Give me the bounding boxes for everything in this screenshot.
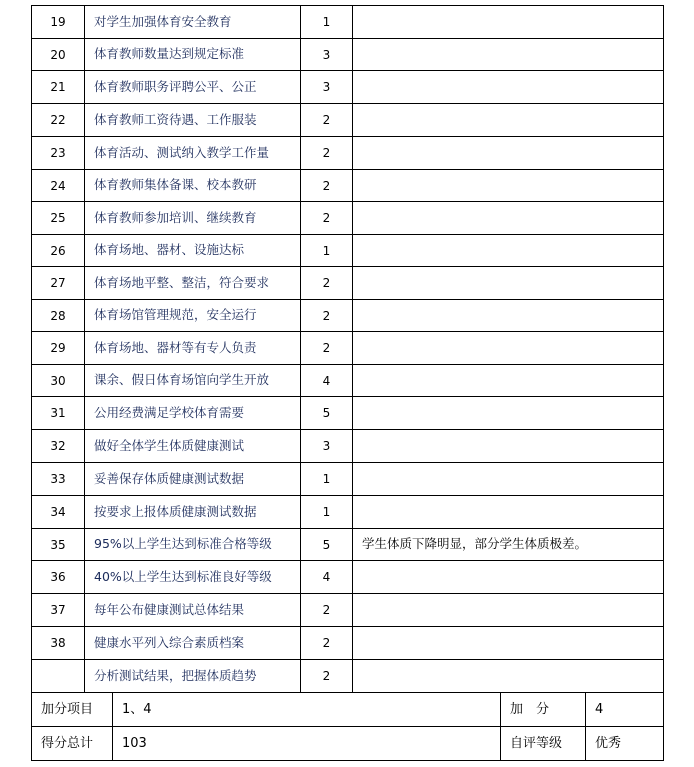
criterion-text: 体育活动、测试纳入教学工作量 <box>94 144 270 160</box>
remark-text <box>353 267 672 299</box>
criterion-text: 按要求上报体质健康测试数据 <box>94 503 257 519</box>
score-value: 1 <box>322 243 331 258</box>
criterion-text: 每年公布健康测试总体结果 <box>94 601 245 617</box>
row-number: 34 <box>50 505 66 519</box>
remark-text <box>353 6 672 38</box>
row-rule <box>31 299 664 300</box>
row-number: 28 <box>50 308 66 323</box>
column-rule <box>300 5 301 692</box>
criterion-text: 体育教师数量达到规定标准 <box>94 46 245 62</box>
row-rule <box>31 234 664 235</box>
row-number: 38 <box>50 636 66 650</box>
criterion-text: 体育场地平整、整洁，符合要求 <box>94 274 270 290</box>
remark-text <box>353 39 672 70</box>
footer-label: 得分总计 <box>41 736 94 751</box>
row-rule <box>31 593 664 594</box>
score-value: 5 <box>322 537 331 552</box>
row-number: 30 <box>50 373 66 388</box>
criterion-text: 对学生加强体育安全教育 <box>94 13 232 29</box>
remark-text <box>353 561 672 593</box>
row-number: 35 <box>50 537 66 552</box>
remark-text <box>353 496 672 528</box>
row-rule <box>31 659 664 660</box>
criterion-text: 妥善保存体质健康测试数据 <box>94 470 245 486</box>
footer-value-2: 4 <box>595 702 604 717</box>
remark-text <box>353 594 672 626</box>
row-rule <box>31 462 664 463</box>
criterion-text: 体育场馆管理规范，安全运行 <box>94 307 257 323</box>
row-number: 31 <box>50 406 66 420</box>
score-value: 2 <box>322 178 331 193</box>
footer-label-2: 加 分 <box>510 702 550 717</box>
score-value: 2 <box>322 146 331 160</box>
criterion-text: 健康水平列入综合素质档案 <box>94 634 245 650</box>
footer-value: 103 <box>122 736 147 751</box>
remark-text <box>353 104 672 136</box>
score-value: 4 <box>322 373 331 388</box>
row-rule <box>31 364 664 365</box>
score-value: 3 <box>322 80 331 94</box>
row-number: 25 <box>50 211 66 225</box>
row-rule <box>31 429 664 430</box>
criterion-text: 体育场地、器材等有专人负责 <box>94 339 257 355</box>
footer-value: 1、4 <box>122 702 152 717</box>
row-rule <box>31 103 664 104</box>
column-rule <box>500 692 501 761</box>
row-number: 32 <box>50 439 66 453</box>
column-rule <box>31 692 32 761</box>
row-rule <box>31 560 664 561</box>
row-number <box>32 660 84 692</box>
row-rule <box>31 266 664 267</box>
row-rule <box>31 201 664 202</box>
score-value: 2 <box>322 669 331 683</box>
score-value: 2 <box>322 211 331 225</box>
remark-text <box>353 365 672 396</box>
column-rule <box>112 692 113 761</box>
row-rule <box>31 38 664 39</box>
remark-text <box>353 397 672 429</box>
column-rule <box>663 5 664 692</box>
row-rule <box>31 169 664 170</box>
row-rule <box>31 331 664 332</box>
row-rule <box>31 396 664 397</box>
row-number: 22 <box>50 113 66 127</box>
score-value: 1 <box>322 15 331 29</box>
score-value: 1 <box>322 472 331 486</box>
score-value: 5 <box>322 406 331 420</box>
criterion-text: 40%以上学生达到标准良好等级 <box>94 568 272 584</box>
footer-label: 加分项目 <box>41 702 94 717</box>
row-number: 23 <box>50 146 66 160</box>
row-number: 19 <box>50 15 66 29</box>
remark-text: 学生体质下降明显，部分学生体质极差。 <box>362 536 588 552</box>
row-rule <box>31 495 664 496</box>
row-number: 37 <box>50 603 66 617</box>
column-rule <box>84 5 85 692</box>
criterion-text: 课余、假日体育场馆向学生开放 <box>94 372 270 388</box>
column-rule <box>31 5 32 692</box>
remark-text <box>353 71 672 103</box>
row-rule <box>31 5 664 6</box>
footer-value-2: 优秀 <box>595 736 622 751</box>
score-value: 2 <box>322 603 331 617</box>
criterion-text: 体育场地、器材、设施达标 <box>94 242 245 258</box>
column-rule <box>585 692 586 761</box>
row-rule <box>31 692 664 693</box>
remark-text <box>353 627 672 659</box>
criterion-text: 公用经费满足学校体育需要 <box>94 404 245 420</box>
remark-text <box>353 463 672 495</box>
score-value: 4 <box>322 570 331 584</box>
row-number: 27 <box>50 276 66 290</box>
row-number: 24 <box>50 178 66 193</box>
criterion-text: 做好全体学生体质健康测试 <box>94 437 245 453</box>
score-value: 2 <box>322 308 331 323</box>
score-value: 2 <box>322 636 331 650</box>
row-number: 33 <box>50 472 66 486</box>
row-rule <box>31 70 664 71</box>
footer-label-2: 自评等级 <box>510 736 563 751</box>
row-rule <box>31 726 664 727</box>
row-rule <box>31 136 664 137</box>
remark-text <box>353 332 672 364</box>
row-number: 21 <box>50 80 66 94</box>
remark-text <box>353 300 672 331</box>
remark-text <box>353 202 672 234</box>
remark-text <box>353 430 672 462</box>
criterion-text: 体育教师职务评聘公平、公正 <box>94 78 257 94</box>
score-value: 2 <box>322 341 331 355</box>
criterion-text: 分析测试结果，把握体质趋势 <box>94 667 257 683</box>
column-rule <box>663 692 664 761</box>
score-value: 3 <box>322 439 331 453</box>
remark-text <box>353 137 672 169</box>
row-number: 20 <box>50 47 66 62</box>
row-number: 29 <box>50 341 66 355</box>
criterion-text: 体育教师工资待遇、工作服装 <box>94 111 257 127</box>
score-value: 3 <box>322 47 331 62</box>
remark-text <box>353 170 672 201</box>
criterion-text: 体育教师集体备课、校本教研 <box>94 177 257 193</box>
row-number: 26 <box>50 243 66 258</box>
score-value: 1 <box>322 505 331 519</box>
row-rule <box>31 760 664 761</box>
score-value: 2 <box>322 276 331 290</box>
row-rule <box>31 528 664 529</box>
row-number: 36 <box>50 570 66 584</box>
criterion-text: 体育教师参加培训、继续教育 <box>94 209 257 225</box>
remark-text <box>353 660 672 692</box>
criterion-text: 95%以上学生达到标准合格等级 <box>94 536 272 552</box>
column-rule <box>352 5 353 692</box>
remark-text <box>353 235 672 266</box>
score-value: 2 <box>322 113 331 127</box>
row-rule <box>31 626 664 627</box>
